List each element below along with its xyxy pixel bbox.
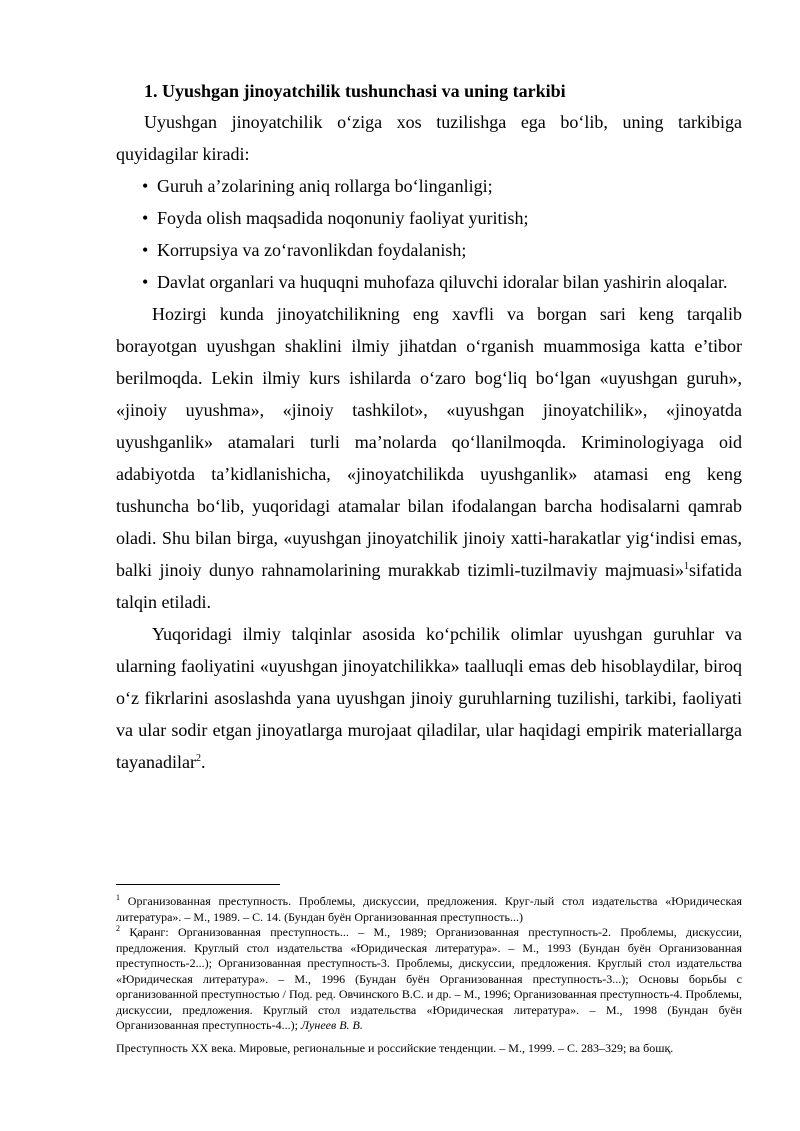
bullet-marker: • xyxy=(142,176,149,196)
list-item xyxy=(116,266,742,298)
list-item-text: Korrupsiya va zo‘ravonlikdan foydalanish; xyxy=(157,240,467,260)
footnote-mark: 2 xyxy=(116,924,120,933)
list-item xyxy=(116,170,742,202)
footnote-2-continuation: Преступность XX века. Мировые, региональные и российские тенденции. – М., 1999. – С. 283–329; ва бошқ. xyxy=(116,1040,674,1055)
footnote-separator xyxy=(116,884,280,885)
paragraph-text: Hozirgi kunda jinoyatchilikning eng xavfli va borgan sari keng tarqalib borayotgan uyushgan shaklini ilmiy jihatdan o‘rganish muammosiga katta e’tibor berilmoqda. Lekin ilmiy kurs ishilarda o‘zaro bog‘liq bo‘lgan «uyushgan guruh», «jinoiy uyushma», «jinoiy tashkilot», «uyushgan jinoyatchilik», «jinoyatda uyushganlik» atamalari turli ma’nolarda qo‘llanilmoqda. Kriminologiyaga oid adabiyotda ta’kidlanishicha, «jinoyatchilikda uyushganlik» atamasi eng keng tushuncha bo‘lib, yuqoridagi atamalar bilan ifodalangan barcha hodisalarni qamrab oladi. Shu bilan birga, «uyushgan jinoyatchilik jinoiy xatti-harakatlar yig‘indisi emas, balki jinoiy dunyo rahnamolarining murakkab tizimli-tuzilmaviy majmuasi» xyxy=(116,304,742,580)
list-item-text: Davlat organlari va huquqni muhofaza qiluvchi idoralar bilan yashirin aloqalar. xyxy=(157,272,728,292)
list-item xyxy=(116,202,742,234)
list-item xyxy=(116,234,742,266)
footnote-2 xyxy=(116,925,742,1034)
bullet-marker: • xyxy=(142,208,149,228)
footnote-author: Лунеев В. В. xyxy=(300,1018,363,1032)
list-item-text: Foyda olish maqsadida noqonuniy faoliyat yuritish; xyxy=(157,208,529,228)
footnote-mark: 1 xyxy=(116,893,120,902)
document-body xyxy=(116,76,742,778)
list-item-text: Guruh a’zolarining aniq rollarga bo‘linganligi; xyxy=(157,176,493,196)
bullet-marker: • xyxy=(142,240,149,260)
paragraph-text: . xyxy=(200,752,206,772)
footnote-1 xyxy=(116,894,742,925)
paragraph-text: Yuqoridagi ilmiy talqinlar asosida ko‘pchilik olimlar uyushgan guruhlar va ularning faoliyatini «uyushgan jinoyatchilikka» taalluqli emas deb hisoblaydilar, biroq o‘z fikrlarini asoslashda yana uyushgan jinoiy guruhlarning tuzilishi, tarkibi, faoliyati va ular sodir etgan jinoyatlarga murojaat qiladilar, ular haqidagi empirik materiallarga tayanadilar xyxy=(116,624,742,772)
intro-paragraph: Uyushgan jinoyatchilik o‘ziga xos tuzilishga ega bo‘lib, uning tarkibiga quyidagilar kiradi: xyxy=(116,112,742,164)
paragraph-text: sifatida talqin etiladi. xyxy=(116,560,742,612)
footnotes xyxy=(116,894,742,1056)
footnote-text: Қаранг: Организованная преступность... – М., 1989; Организованная преступность-2. Проблемы, дискуссии, предложения. Круглый стол издательства «Юридическая литература». – М., 1993 (Бундан буён Организованная преступность-2...); Организованная преступность-3. Проблемы, дискуссии, предложения. Круглый стол издательства «Юридическая литература». – М., 1996 (Бундан буён Организованная преступность-3...); Основы борьбы с организованной преступностью / Под. ред. Овчинского В.С. и др. – М., 1996; Организованная преступность-4. Проблемы, дискуссии, предложения. Круглый стол издательства «Юридическая литература». – М., 1998 (Бундан буён Организованная преступность-4...); xyxy=(116,925,743,1032)
bullet-marker: • xyxy=(142,272,149,292)
body-paragraph xyxy=(116,618,742,778)
body-paragraph xyxy=(116,298,742,618)
bullet-list xyxy=(116,170,742,298)
footnote-reference[interactable]: 2 xyxy=(195,753,201,764)
section-heading: 1. Uyushgan jinoyatchilik tushunchasi va uning tarkibi xyxy=(144,81,566,101)
footnote-text: Организованная преступность. Проблемы, дискуссии, предложения. Круг-лый стол издательства «Юридическая литература». – М., 1989. – С. 14. (Бундан буён Организованная преступность...) xyxy=(116,894,743,924)
footnote-reference[interactable]: 1 xyxy=(684,561,690,572)
